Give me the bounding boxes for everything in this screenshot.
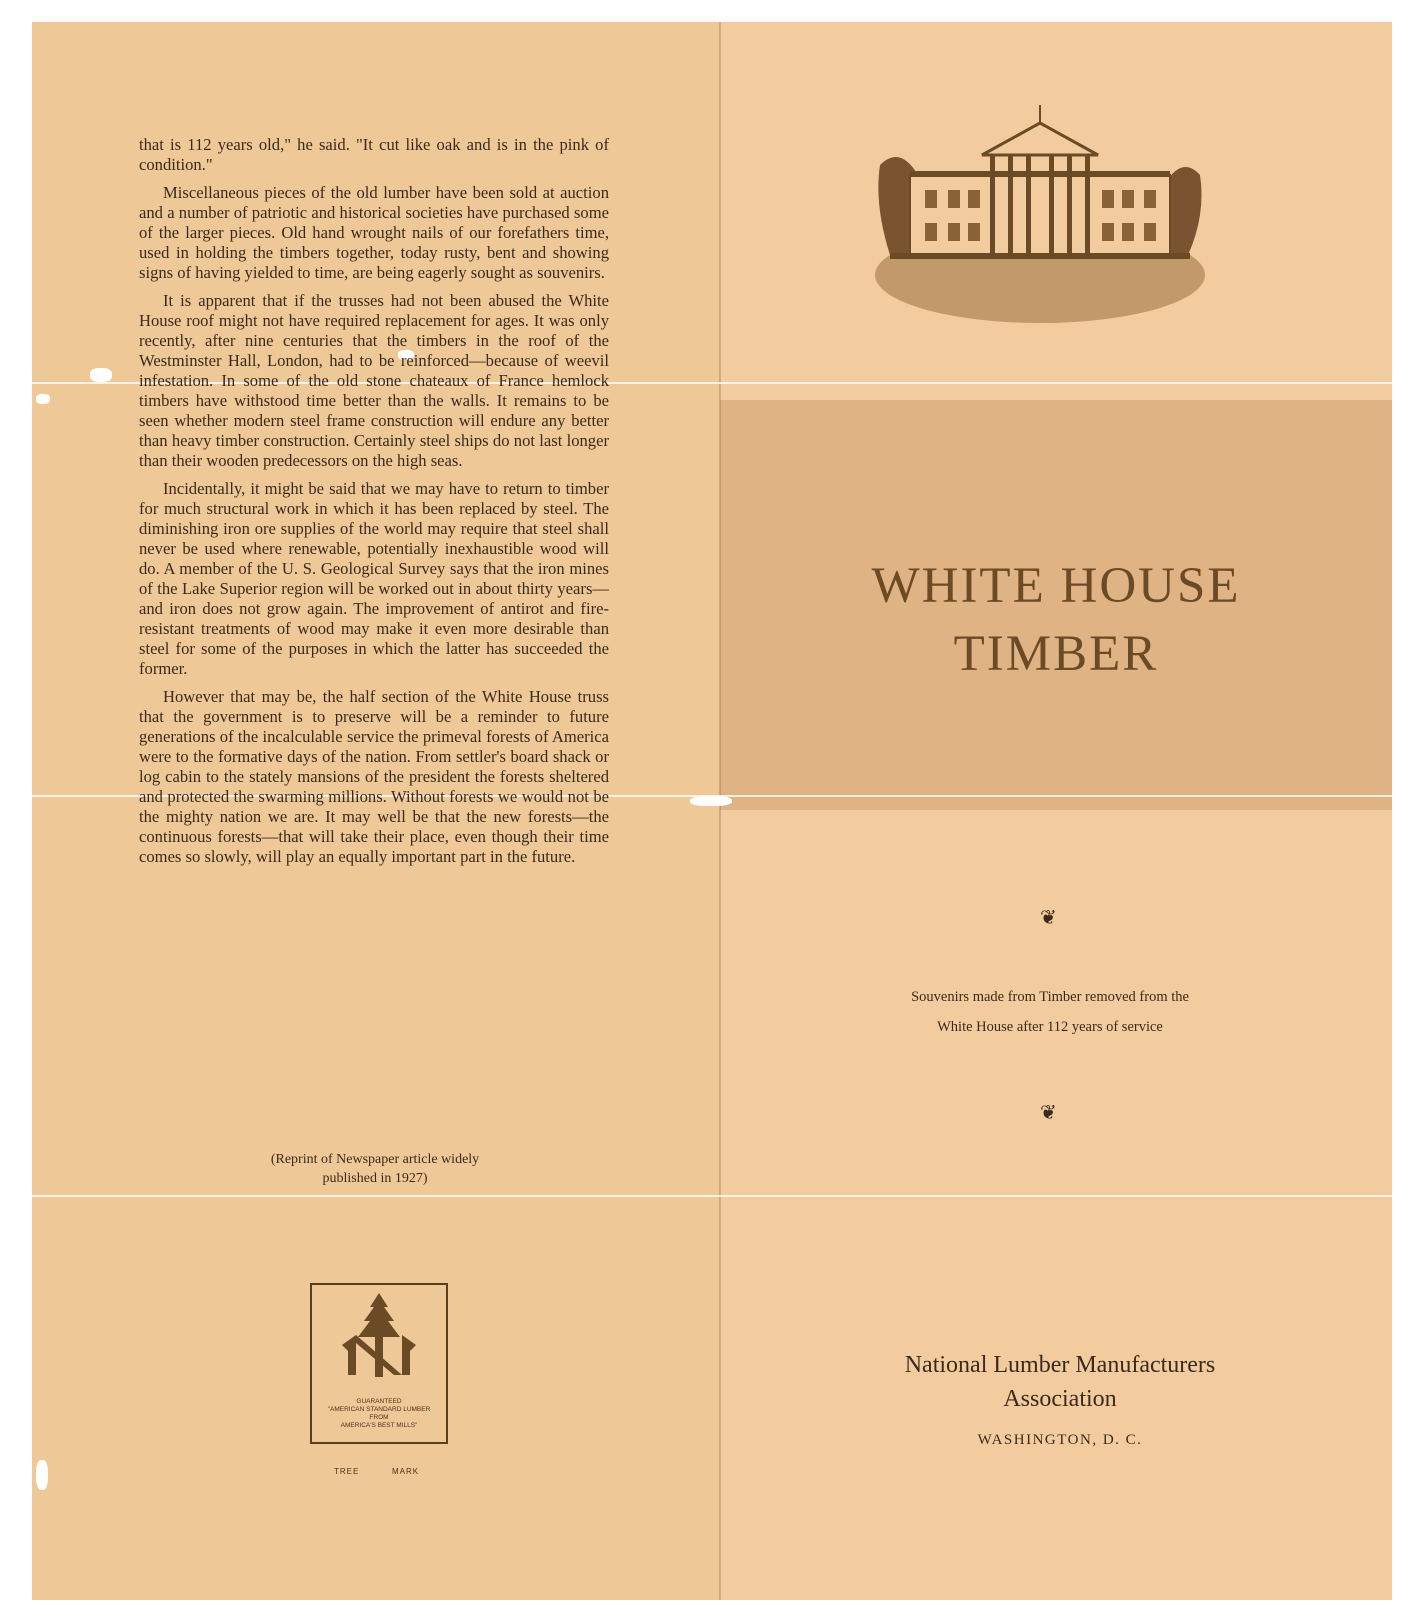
fold-line-lower (32, 1195, 1392, 1197)
logo-mark-word: MARK (392, 1467, 420, 1476)
association-city: WASHINGTON, D. C. (977, 1432, 1143, 1448)
association-line: Association (1003, 1386, 1117, 1412)
souvenir-description (840, 982, 1260, 1042)
souvenir-line: White House after 112 years of service (937, 1019, 1163, 1035)
title-line: TIMBER (953, 626, 1159, 682)
reprint-line: (Reprint of Newspaper article widely (270, 1152, 480, 1167)
paper-tear (690, 796, 732, 806)
paper-tear (36, 1460, 48, 1490)
reprint-note (195, 1150, 555, 1188)
guarantee-line: FROM (369, 1414, 389, 1421)
article-text (139, 135, 609, 875)
logo-tree-word: TREE (334, 1467, 360, 1476)
fleuron-icon: ❦ (1040, 907, 1057, 929)
vertical-fold (719, 22, 721, 1600)
souvenir-line: Souvenirs made from Timber removed from the (911, 989, 1189, 1005)
paper-tear (90, 368, 112, 382)
association-line: National Lumber Manufacturers (904, 1352, 1216, 1378)
fleuron-icon: ❦ (1040, 1102, 1057, 1124)
tree-mark-logo (310, 1283, 448, 1476)
article-paragraph: However that may be, the half section of the White House truss that the government is to preserve will be a reminder to future generations of the incalculable service the primeval forests of America were to the formative days of the nation. From settler's board shack or log cabin to the stately mansions of the president the forests sheltered and protected the swarming millions. Without forests we would not be the mighty nation we are. It may well be that the new forests—the continuous forests—that will take their place, even though their time comes so slowly, will play an equally important part in the future. (139, 687, 609, 866)
reprint-line: published in 1927) (322, 1171, 428, 1186)
brochure-title (720, 552, 1392, 688)
article-paragraph: that is 112 years old," he said. "It cut like oak and is in the pink of condition." (139, 135, 609, 174)
logo-guarantee (312, 1398, 446, 1430)
paper-tear (36, 394, 50, 404)
white-house-engraving (870, 105, 1210, 325)
article-paragraph: Miscellaneous pieces of the old lumber have been sold at auction and a number of patriotic and historical societies have purchased some of the larger pieces. Old hand wrought nails of our forefathers time, used in holding the timbers together, today rusty, bent and showing signs of having yielded to time, are being eagerly sought as souvenirs. (139, 183, 609, 282)
guarantee-line: "AMERICAN STANDARD LUMBER (327, 1406, 431, 1413)
title-line: WHITE HOUSE (871, 558, 1241, 614)
guarantee-line: AMERICA'S BEST MILLS" (340, 1422, 418, 1429)
article-paragraph: Incidentally, it might be said that we may have to return to timber for much structural work in which it has been replaced by steel. The diminishing iron ore supplies of the world may require that steel shall never be used where renewable, potentially inexhaustible wood will do. A member of the U. S. Geological Survey says that the iron mines of the Lake Superior region will be worked out in about thirty years—and iron does not grow again. The improvement of antirot and fire-resistant treatments of wood may make it even more desirable than steel for some of the purposes in which the latter has succeeded the former. (139, 479, 609, 678)
association-name (820, 1348, 1300, 1416)
guarantee-line: GUARANTEED (356, 1398, 402, 1405)
article-paragraph: It is apparent that if the trusses had not been abused the White House roof might not have required replacement for ages. It was only recently, after nine centuries that the timbers in the roof of the Westminster Hall, London, had to be reinforced—because of weevil infestation. In some of the old stone chateaux of France hemlock timbers have withstood time better than the walls. It remains to be seen whether modern steel frame construction will endure any better than heavy timber construction. Certainly steel ships do not last longer than their wooden predecessors on the high seas. (139, 291, 609, 470)
